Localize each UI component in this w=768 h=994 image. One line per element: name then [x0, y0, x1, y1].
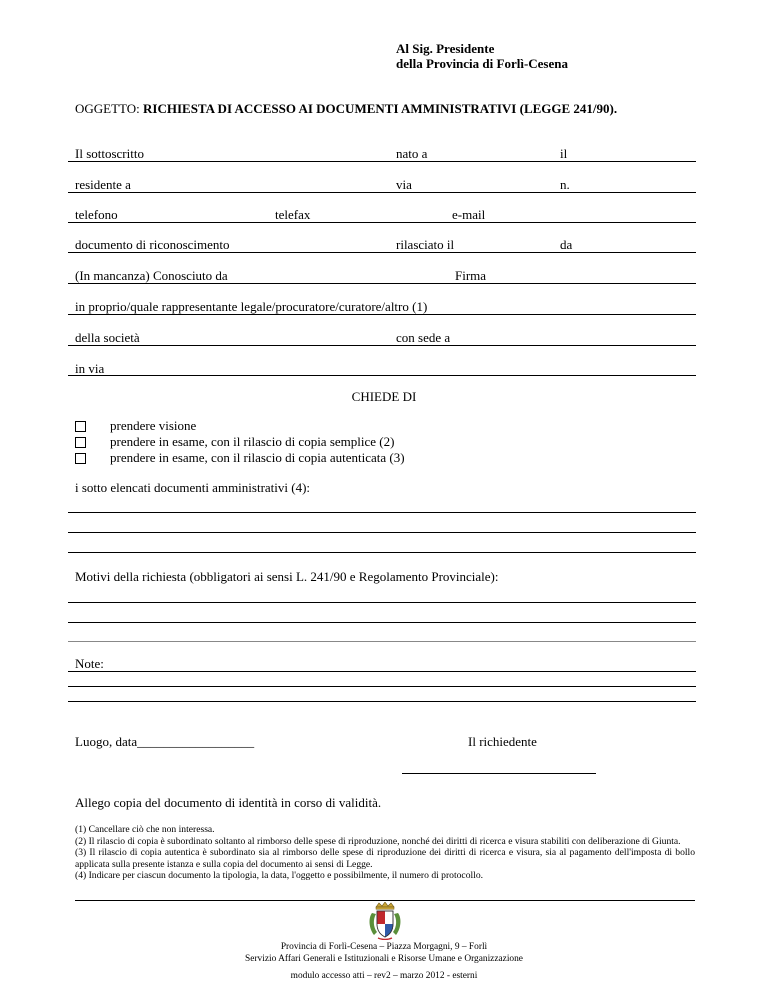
- documents-line-1[interactable]: [68, 512, 696, 513]
- field-line-contatti[interactable]: [68, 222, 696, 223]
- label-il: il: [560, 146, 568, 161]
- label-residente: residente a: [75, 177, 131, 192]
- label-societa: della società: [75, 330, 140, 345]
- note-line-1[interactable]: [68, 671, 696, 672]
- field-line-sottoscritto[interactable]: [68, 161, 696, 162]
- documents-line-2[interactable]: [68, 532, 696, 533]
- field-line-conosciuto[interactable]: [68, 283, 696, 284]
- footnote-4: (4) Indicare per ciascun documento la tipologia, la data, l'oggetto e possibilmente, il numero di protocollo.: [75, 870, 484, 881]
- signature-line[interactable]: [402, 773, 596, 774]
- field-line-qualita[interactable]: [68, 314, 696, 315]
- checkbox-visione[interactable]: [75, 421, 86, 432]
- footnote-3: (3) Il rilascio di copia autentica è subordinato sia al rimborso delle spese di riproduzione dei diritti di ricerca e visura, sia al pagamento dell'imposta di bollo applicata sulla presente istanza e sulla copia del documento ai sensi di Legge.: [75, 847, 695, 870]
- label-nato-a: nato a: [396, 146, 428, 161]
- recipient-line-2: della Provincia di Forlì-Cesena: [396, 56, 568, 71]
- label-telefono: telefono: [75, 207, 118, 222]
- note-line-2[interactable]: [68, 686, 696, 687]
- option-copia-autenticata: prendere in esame, con il rilascio di copia autenticata (3): [110, 450, 405, 465]
- subject-label: OGGETTO:: [75, 101, 140, 116]
- footnotes: [75, 824, 695, 882]
- label-sede: con sede a: [396, 330, 451, 345]
- label-qualita: in proprio/quale rappresentante legale/procuratore/curatore/altro (1): [75, 299, 428, 314]
- footnote-2: (2) Il rilascio di copia è subordinato soltanto al rimborso delle spese di riproduzione, nonché dei diritti di ricerca e visura stabiliti con deliberazione di Giunta.: [75, 835, 681, 847]
- label-telefax: telefax: [275, 207, 311, 222]
- documents-line-3[interactable]: [68, 552, 696, 553]
- footer-module: modulo accesso atti – rev2 – marzo 2012 - esterni: [290, 971, 478, 981]
- luogo-data[interactable]: Luogo, data__________________: [75, 734, 255, 749]
- field-line-residenza[interactable]: [68, 192, 696, 193]
- label-numero: n.: [560, 177, 570, 192]
- field-line-documento[interactable]: [68, 252, 696, 253]
- footnote-1: (1) Cancellare ciò che non interessa.: [75, 824, 215, 835]
- label-rilasciato: rilasciato il: [396, 237, 455, 252]
- richiedente-label: Il richiedente: [468, 734, 537, 749]
- footer-address: Provincia di Forlì-Cesena – Piazza Morgagni, 9 – Forlì: [280, 942, 488, 952]
- documents-label: i sotto elencati documenti amministrativi (4):: [75, 480, 311, 495]
- motivi-line-1[interactable]: [68, 602, 696, 603]
- recipient-line-1: Al Sig. Presidente: [396, 41, 495, 56]
- footer-service: Servizio Affari Generali e Istituzionali e Risorse Umane e Organizzazione: [245, 954, 523, 964]
- field-line-in-via[interactable]: [68, 375, 696, 376]
- option-visione: prendere visione: [110, 418, 197, 433]
- province-coat-of-arms-icon: [368, 902, 402, 940]
- motivi-label: Motivi della richiesta (obbligatori ai sensi L. 241/90 e Regolamento Provinciale):: [75, 569, 499, 584]
- field-line-societa[interactable]: [68, 345, 696, 346]
- note-line-3[interactable]: [68, 701, 696, 702]
- request-heading: CHIEDE DI: [351, 389, 417, 404]
- subject-text: RICHIESTA DI ACCESSO AI DOCUMENTI AMMINISTRATIVI (LEGGE 241/90).: [143, 101, 618, 116]
- motivi-line-3[interactable]: [68, 641, 696, 642]
- label-email: e-mail: [452, 207, 486, 222]
- label-da: da: [560, 237, 573, 252]
- label-sottoscritto: Il sottoscritto: [75, 146, 144, 161]
- label-via: via: [396, 177, 412, 192]
- footnotes-divider: [75, 900, 695, 901]
- checkbox-copia-semplice[interactable]: [75, 437, 86, 448]
- option-copia-semplice: prendere in esame, con il rilascio di copia semplice (2): [110, 434, 395, 449]
- allegato-note: Allego copia del documento di identità in corso di validità.: [75, 795, 382, 810]
- label-in-via: in via: [75, 361, 105, 376]
- note-label: Note:: [75, 656, 104, 671]
- label-firma: Firma: [455, 268, 487, 283]
- subject: [75, 101, 617, 116]
- motivi-line-2[interactable]: [68, 622, 696, 623]
- checkbox-copia-autenticata[interactable]: [75, 453, 86, 464]
- label-conosciuto: (In mancanza) Conosciuto da: [75, 268, 228, 283]
- label-documento: documento di riconoscimento: [75, 237, 230, 252]
